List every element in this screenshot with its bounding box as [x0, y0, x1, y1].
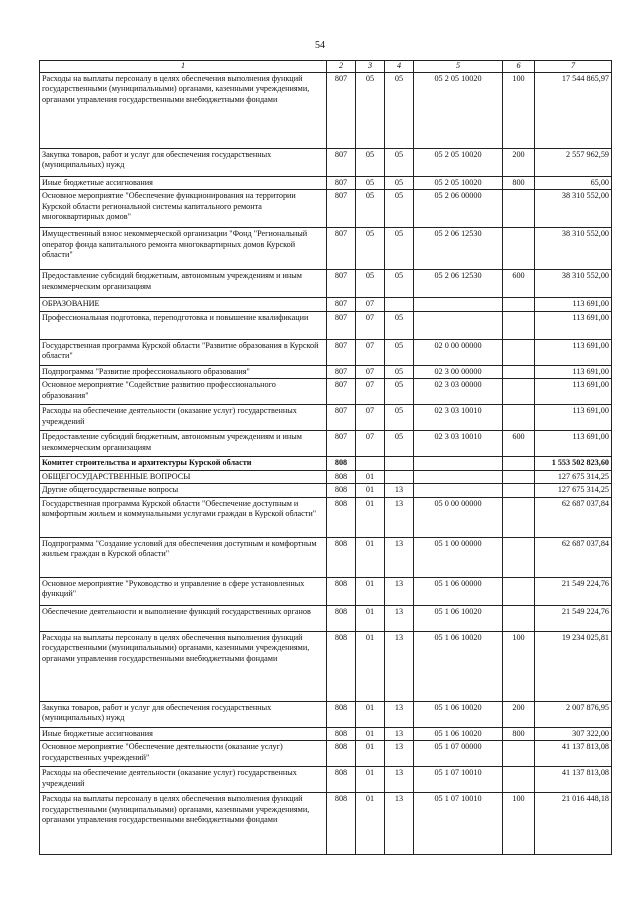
- row-expense-type: [503, 339, 535, 365]
- row-ministry: 808: [327, 497, 356, 537]
- row-target-article: 02 3 00 00000: [414, 365, 503, 379]
- row-target-article: 05 1 06 10020: [414, 701, 503, 727]
- row-name: Государственная программа Курской области "Развитие образования в Курской области": [40, 339, 327, 365]
- row-target-article: [414, 470, 503, 484]
- row-amount: 21 549 224,76: [535, 577, 612, 605]
- row-amount: 113 691,00: [535, 365, 612, 379]
- row-section: 01: [356, 470, 385, 484]
- table-row: [40, 727, 612, 741]
- row-subsection: 13: [385, 727, 414, 741]
- table-row: [40, 497, 612, 537]
- row-amount: 41 137 813,08: [535, 767, 612, 793]
- row-section: 05: [356, 190, 385, 228]
- row-name: Другие общегосударственные вопросы: [40, 484, 327, 498]
- row-amount: 19 234 025,81: [535, 631, 612, 701]
- row-target-article: 05 1 07 10010: [414, 767, 503, 793]
- row-ministry: 807: [327, 228, 356, 270]
- row-section: 05: [356, 228, 385, 270]
- row-subsection: 13: [385, 631, 414, 701]
- row-expense-type: [503, 457, 535, 471]
- table-row: [40, 767, 612, 793]
- row-ministry: 808: [327, 741, 356, 767]
- table-body: [40, 72, 612, 855]
- row-expense-type: 200: [503, 148, 535, 176]
- row-amount: 21 549 224,76: [535, 605, 612, 631]
- row-name: Комитет строительства и архитектуры Курской области: [40, 457, 327, 471]
- row-expense-type: 600: [503, 270, 535, 298]
- row-ministry: 807: [327, 431, 356, 457]
- row-name: Закупка товаров, работ и услуг для обеспечения государственных (муниципальных) нужд: [40, 701, 327, 727]
- row-amount: 65,00: [535, 176, 612, 190]
- row-name: Основное мероприятие "Обеспечение функционирования на территории Курской области региональной системы капитального ремонта многоквартирных домов": [40, 190, 327, 228]
- row-expense-type: 800: [503, 176, 535, 190]
- table-row: [40, 484, 612, 498]
- table-row: [40, 228, 612, 270]
- row-ministry: 807: [327, 148, 356, 176]
- row-target-article: 05 1 06 10020: [414, 605, 503, 631]
- row-amount: 307 322,00: [535, 727, 612, 741]
- row-expense-type: 600: [503, 431, 535, 457]
- row-amount: 38 310 552,00: [535, 190, 612, 228]
- row-ministry: 808: [327, 484, 356, 498]
- row-target-article: 05 0 00 00000: [414, 497, 503, 537]
- row-expense-type: [503, 484, 535, 498]
- row-target-article: 05 1 06 00000: [414, 577, 503, 605]
- row-section: 05: [356, 270, 385, 298]
- row-section: 01: [356, 577, 385, 605]
- row-subsection: 13: [385, 497, 414, 537]
- row-ministry: 808: [327, 577, 356, 605]
- row-expense-type: [503, 405, 535, 431]
- row-ministry: 807: [327, 405, 356, 431]
- row-name: Предоставление субсидий бюджетным, автономным учреждениям и иным некоммерческим организациям: [40, 270, 327, 298]
- row-name: Профессиональная подготовка, переподготовка и повышение квалификации: [40, 311, 327, 339]
- row-amount: 1 553 502 823,60: [535, 457, 612, 471]
- row-name: Расходы на выплаты персоналу в целях обеспечения выполнения функций государственными (муниципальными) органами, казенными учреждениями, органами управления государственными внебюджетными фондами: [40, 72, 327, 148]
- row-target-article: 05 2 06 00000: [414, 190, 503, 228]
- row-expense-type: 100: [503, 631, 535, 701]
- row-amount: 113 691,00: [535, 339, 612, 365]
- row-target-article: 05 2 05 10020: [414, 72, 503, 148]
- row-subsection: [385, 298, 414, 312]
- header-col-ministry: 2: [327, 61, 356, 73]
- row-target-article: 05 2 06 12530: [414, 228, 503, 270]
- row-amount: 113 691,00: [535, 379, 612, 405]
- row-name: Подпрограмма "Развитие профессионального образования": [40, 365, 327, 379]
- row-subsection: [385, 457, 414, 471]
- row-ministry: 808: [327, 457, 356, 471]
- row-target-article: 05 2 06 12530: [414, 270, 503, 298]
- row-expense-type: [503, 311, 535, 339]
- row-amount: 127 675 314,25: [535, 470, 612, 484]
- row-expense-type: 800: [503, 727, 535, 741]
- row-section: 05: [356, 148, 385, 176]
- header-col-amount: 7: [535, 61, 612, 73]
- row-target-article: [414, 457, 503, 471]
- row-ministry: 808: [327, 701, 356, 727]
- table-header-row: [40, 61, 612, 73]
- row-expense-type: [503, 577, 535, 605]
- row-expense-type: [503, 767, 535, 793]
- row-subsection: 13: [385, 484, 414, 498]
- row-name: Иные бюджетные ассигнования: [40, 176, 327, 190]
- row-subsection: 13: [385, 741, 414, 767]
- row-ministry: 807: [327, 190, 356, 228]
- row-section: 01: [356, 605, 385, 631]
- row-subsection: 13: [385, 793, 414, 855]
- row-target-article: 05 1 07 10010: [414, 793, 503, 855]
- table-row: [40, 298, 612, 312]
- row-amount: 113 691,00: [535, 405, 612, 431]
- row-expense-type: [503, 379, 535, 405]
- row-target-article: [414, 298, 503, 312]
- row-target-article: [414, 311, 503, 339]
- table-row: [40, 605, 612, 631]
- row-name: Имущественный взнос некоммерческой организации "Фонд "Региональный оператор фонда капитального ремонта многоквартирных домов Курской области": [40, 228, 327, 270]
- header-col-expense-type: 6: [503, 61, 535, 73]
- table-row: [40, 741, 612, 767]
- row-amount: 17 544 865,97: [535, 72, 612, 148]
- table-row: [40, 577, 612, 605]
- row-amount: 113 691,00: [535, 311, 612, 339]
- row-expense-type: 200: [503, 701, 535, 727]
- row-expense-type: [503, 365, 535, 379]
- row-ministry: 807: [327, 72, 356, 148]
- row-subsection: 05: [385, 379, 414, 405]
- row-subsection: 05: [385, 176, 414, 190]
- row-target-article: 05 2 05 10020: [414, 148, 503, 176]
- row-target-article: 02 0 00 00000: [414, 339, 503, 365]
- row-expense-type: 100: [503, 72, 535, 148]
- row-section: 01: [356, 767, 385, 793]
- row-amount: 2 557 962,59: [535, 148, 612, 176]
- row-target-article: 05 1 06 10020: [414, 727, 503, 741]
- row-section: 01: [356, 701, 385, 727]
- table-row: [40, 405, 612, 431]
- table-row: [40, 190, 612, 228]
- row-ministry: 808: [327, 470, 356, 484]
- table-row: [40, 148, 612, 176]
- row-subsection: [385, 470, 414, 484]
- header-col-subsection: 4: [385, 61, 414, 73]
- row-target-article: 05 1 07 00000: [414, 741, 503, 767]
- row-name: Иные бюджетные ассигнования: [40, 727, 327, 741]
- table-row: [40, 537, 612, 577]
- row-name: ОБРАЗОВАНИЕ: [40, 298, 327, 312]
- row-subsection: 13: [385, 577, 414, 605]
- row-ministry: 807: [327, 311, 356, 339]
- row-subsection: 05: [385, 431, 414, 457]
- row-section: 01: [356, 497, 385, 537]
- row-amount: 41 137 813,08: [535, 741, 612, 767]
- row-subsection: 05: [385, 190, 414, 228]
- row-expense-type: [503, 741, 535, 767]
- row-ministry: 808: [327, 793, 356, 855]
- row-target-article: 05 1 00 00000: [414, 537, 503, 577]
- row-subsection: 05: [385, 339, 414, 365]
- row-section: 01: [356, 727, 385, 741]
- row-section: 07: [356, 379, 385, 405]
- row-amount: 113 691,00: [535, 298, 612, 312]
- row-subsection: 05: [385, 311, 414, 339]
- row-target-article: 02 3 03 00000: [414, 379, 503, 405]
- row-section: 01: [356, 741, 385, 767]
- row-amount: 62 687 037,84: [535, 537, 612, 577]
- row-expense-type: [503, 298, 535, 312]
- row-expense-type: [503, 228, 535, 270]
- row-section: 01: [356, 793, 385, 855]
- row-section: 05: [356, 72, 385, 148]
- row-section: 05: [356, 176, 385, 190]
- row-subsection: 05: [385, 148, 414, 176]
- row-ministry: 808: [327, 537, 356, 577]
- row-ministry: 807: [327, 379, 356, 405]
- table-row: [40, 72, 612, 148]
- row-amount: 127 675 314,25: [535, 484, 612, 498]
- row-section: 01: [356, 537, 385, 577]
- row-name: Расходы на выплаты персоналу в целях обеспечения выполнения функций государственными (муниципальными) органами, казенными учреждениями, органами управления государственными внебюджетными фондами: [40, 631, 327, 701]
- row-ministry: 807: [327, 176, 356, 190]
- table-row: [40, 793, 612, 855]
- row-section: 07: [356, 405, 385, 431]
- table-row: [40, 270, 612, 298]
- row-section: 07: [356, 365, 385, 379]
- row-name: Расходы на обеспечение деятельности (оказание услуг) государственных учреждений: [40, 767, 327, 793]
- budget-table: [39, 60, 612, 855]
- table-row: [40, 701, 612, 727]
- row-name: Основное мероприятие "Обеспечение деятельности (оказание услуг) государственных учреждений": [40, 741, 327, 767]
- row-name: Расходы на выплаты персоналу в целях обеспечения выполнения функций государственными (муниципальными) органами, казенными учреждениями, органами управления государственными внебюджетными фондами: [40, 793, 327, 855]
- row-section: 07: [356, 339, 385, 365]
- row-ministry: 808: [327, 605, 356, 631]
- row-name: Расходы на обеспечение деятельности (оказание услуг) государственных учреждений: [40, 405, 327, 431]
- row-target-article: 02 3 03 10010: [414, 431, 503, 457]
- row-target-article: 05 1 06 10020: [414, 631, 503, 701]
- row-target-article: 05 2 05 10020: [414, 176, 503, 190]
- row-amount: 62 687 037,84: [535, 497, 612, 537]
- row-name: Предоставление субсидий бюджетным, автономным учреждениям и иным некоммерческим организациям: [40, 431, 327, 457]
- row-expense-type: 100: [503, 793, 535, 855]
- header-col-name: 1: [40, 61, 327, 73]
- row-section: 07: [356, 311, 385, 339]
- row-amount: 38 310 552,00: [535, 228, 612, 270]
- table-row: [40, 457, 612, 471]
- row-name: ОБЩЕГОСУДАРСТВЕННЫЕ ВОПРОСЫ: [40, 470, 327, 484]
- row-amount: 113 691,00: [535, 431, 612, 457]
- row-ministry: 808: [327, 631, 356, 701]
- table-row: [40, 176, 612, 190]
- row-expense-type: [503, 497, 535, 537]
- row-target-article: [414, 484, 503, 498]
- row-subsection: 05: [385, 365, 414, 379]
- row-name: Государственная программа Курской области "Обеспечение доступным и комфортным жильем и коммунальными услугами граждан в Курской области": [40, 497, 327, 537]
- row-ministry: 808: [327, 727, 356, 741]
- row-subsection: 05: [385, 228, 414, 270]
- row-name: Закупка товаров, работ и услуг для обеспечения государственных (муниципальных) нужд: [40, 148, 327, 176]
- row-section: 07: [356, 431, 385, 457]
- row-section: 07: [356, 298, 385, 312]
- row-subsection: 05: [385, 405, 414, 431]
- row-name: Основное мероприятие "Содействие развитию профессионального образования": [40, 379, 327, 405]
- row-subsection: 13: [385, 605, 414, 631]
- row-ministry: 807: [327, 339, 356, 365]
- row-amount: 2 007 876,95: [535, 701, 612, 727]
- row-ministry: 807: [327, 365, 356, 379]
- row-expense-type: [503, 537, 535, 577]
- row-section: 01: [356, 484, 385, 498]
- row-amount: 38 310 552,00: [535, 270, 612, 298]
- row-subsection: 05: [385, 72, 414, 148]
- row-expense-type: [503, 605, 535, 631]
- row-target-article: 02 3 03 10010: [414, 405, 503, 431]
- table-row: [40, 431, 612, 457]
- table-row: [40, 339, 612, 365]
- row-amount: 21 016 448,18: [535, 793, 612, 855]
- row-subsection: 13: [385, 537, 414, 577]
- row-subsection: 05: [385, 270, 414, 298]
- row-section: [356, 457, 385, 471]
- header-col-section: 3: [356, 61, 385, 73]
- row-subsection: 13: [385, 701, 414, 727]
- row-name: Основное мероприятие "Руководство и управление в сфере установленных функций": [40, 577, 327, 605]
- header-col-target-article: 5: [414, 61, 503, 73]
- row-ministry: 808: [327, 767, 356, 793]
- row-expense-type: [503, 190, 535, 228]
- row-ministry: 807: [327, 270, 356, 298]
- row-expense-type: [503, 470, 535, 484]
- table-row: [40, 631, 612, 701]
- table-row: [40, 470, 612, 484]
- page-number: 54: [315, 40, 325, 51]
- table-row: [40, 311, 612, 339]
- row-name: Подпрограмма "Создание условий для обеспечения доступным и комфортным жильем граждан в Курской области": [40, 537, 327, 577]
- row-ministry: 807: [327, 298, 356, 312]
- row-section: 01: [356, 631, 385, 701]
- row-subsection: 13: [385, 767, 414, 793]
- table-row: [40, 379, 612, 405]
- row-name: Обеспечение деятельности и выполнение функций государственных органов: [40, 605, 327, 631]
- table-row: [40, 365, 612, 379]
